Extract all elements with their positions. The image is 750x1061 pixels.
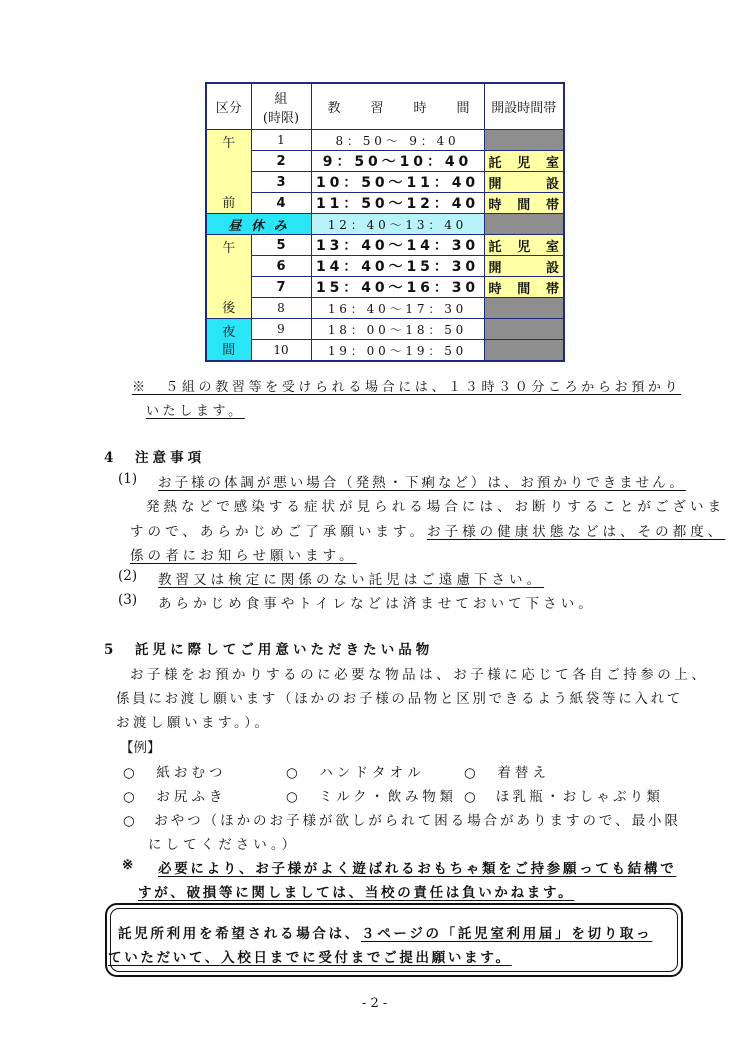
section4-item2-text: 教習又は検定に関係のない託児はご遠慮下さい。 — [158, 572, 545, 588]
notice-line1-plain: 託児所利用を希望される場合は、 — [118, 926, 361, 942]
section4-item1-line4: 係の者にお知らせ願います。 — [130, 548, 357, 564]
header-kumi-bottom: (時限) — [262, 110, 300, 126]
open-char: 時 — [488, 197, 502, 213]
open-char: 託 — [488, 155, 502, 171]
time-cell: 8：50～ 9：40 — [311, 130, 484, 151]
open-cell-empty — [484, 298, 564, 319]
open-char: 間 — [517, 197, 531, 213]
list-item: ○ ミルク・飲み物類 — [286, 789, 457, 805]
open-char: 帯 — [545, 281, 559, 297]
list-item: ○ ハンドタオル — [286, 765, 425, 781]
kubun-gozen — [206, 130, 251, 214]
kumi-cell: 8 — [251, 298, 311, 319]
open-label-line3 — [484, 193, 564, 214]
kumi-cell: 10 — [251, 340, 311, 362]
open-char: 設 — [545, 176, 559, 192]
section5-kome-line2: すが、破損等に関しましては、当校の責任は負いかねます。 — [138, 885, 575, 901]
table-row — [206, 277, 564, 298]
kumi-cell: 7 — [251, 277, 311, 298]
open-char: 児 — [517, 155, 531, 171]
open-label-line1 — [484, 235, 564, 256]
open-char: 設 — [545, 260, 559, 276]
header-jikan — [311, 83, 484, 130]
notice-line1 — [118, 922, 652, 942]
header-jikan-char: 教 — [327, 101, 341, 116]
kubun-yakan-top: 夜 — [222, 325, 236, 340]
open-label-line1 — [484, 151, 564, 172]
open-label-line2 — [484, 172, 564, 193]
header-kumi — [251, 83, 311, 130]
time-cell: 18：00～18：50 — [311, 319, 484, 340]
section4-item3-num: (3) — [118, 592, 138, 608]
section5-kome-mark: ※ — [122, 857, 134, 873]
kubun-hiru: 昼 休 み — [206, 214, 311, 235]
open-label-line3 — [484, 277, 564, 298]
header-jikan-char: 習 — [370, 101, 384, 116]
section5-snack-line1: ○ おやつ（ほかのお子様が欲しがられて困る場合がありますので、最小限 — [123, 813, 681, 829]
time-cell: 9：50～10：40 — [311, 151, 484, 172]
table-row — [206, 193, 564, 214]
kumi-cell: 2 — [251, 151, 311, 172]
time-cell: 14：40～15：30 — [311, 256, 484, 277]
kumi-cell: 1 — [251, 130, 311, 151]
section4-item1-line1: お子様の体調が悪い場合（発熱・下痢など）は、お預かりできません。 — [158, 475, 686, 491]
table-row — [206, 256, 564, 277]
open-char: 開 — [488, 176, 502, 192]
notice-line2: ていただいて、入校日までに受付までご提出願います。 — [108, 950, 512, 966]
kubun-gozen-top: 午 — [222, 136, 236, 151]
list-item: ○ お尻ふき — [123, 789, 227, 805]
open-cell-empty — [484, 340, 564, 362]
section4-item1-line3 — [130, 520, 725, 540]
section4-item1-line2: 発熱などで感染する症状が見られる場合には、お断りすることがございま — [146, 499, 726, 515]
section5-example-label: 【例】 — [120, 740, 161, 756]
open-char: 時 — [488, 281, 502, 297]
open-char: 児 — [517, 239, 531, 255]
open-char: 室 — [545, 239, 559, 255]
time-cell: 13：40～14：30 — [311, 235, 484, 256]
note-kome-line1: ※ ５組の教習等を受けられる場合には、１３時３０分ころからお預かり — [132, 380, 682, 395]
open-char: 室 — [545, 155, 559, 171]
section4-item3-text: あらかじめ食事やトイレなどは済ませておいて下さい。 — [158, 596, 596, 612]
kubun-gogo-bottom: 後 — [222, 301, 236, 316]
header-jikan-char: 時 — [413, 101, 427, 116]
kubun-gogo-top: 午 — [222, 241, 236, 256]
notice-line1-ul: ３ページの「託児室利用届」を切り取っ — [361, 926, 653, 942]
section5-para-line1: お子様をお預かりするのに必要な物品は、お子様に応じて各自ご持参の上、 — [130, 667, 709, 683]
open-char: 開 — [488, 260, 502, 276]
open-label-line2 — [484, 256, 564, 277]
header-kaisetsu: 開設時間帯 — [484, 83, 564, 130]
table-row — [206, 151, 564, 172]
section5-title: 5 託児に際してご用意いただきたい品物 — [104, 642, 434, 658]
section5-para-line3: お渡し願います。）。 — [116, 715, 272, 731]
page-number: - 2 - — [362, 996, 388, 1011]
section4-item1-line3-ul: お子様の健康状態などは、その都度、 — [427, 524, 726, 540]
table-row-lunch — [206, 214, 564, 235]
open-char: 託 — [488, 239, 502, 255]
kubun-yakan — [206, 319, 251, 362]
open-cell-empty — [484, 130, 564, 151]
time-cell: 10：50～11：40 — [311, 172, 484, 193]
table-row — [206, 298, 564, 319]
section5-para-line2: 係員にお渡し願います（ほかのお子様の品物と区別できるよう紙袋等に入れて — [116, 691, 683, 707]
section5-kome-line1: 必要により、お子様がよく遊ばれるおもちゃ類をご持参願っても結構で — [158, 861, 677, 877]
table-row — [206, 235, 564, 256]
kumi-cell: 6 — [251, 256, 311, 277]
open-char: 間 — [517, 281, 531, 297]
kubun-gogo — [206, 235, 251, 319]
table-row — [206, 172, 564, 193]
time-cell: 16：40～17：30 — [311, 298, 484, 319]
open-cell-empty — [484, 214, 564, 235]
header-kubun: 区分 — [206, 83, 251, 130]
table-row — [206, 319, 564, 340]
list-item: ○ 紙おむつ — [123, 765, 227, 781]
section4-item1-num: (1) — [118, 471, 138, 487]
kumi-cell: 5 — [251, 235, 311, 256]
kubun-gozen-bottom: 前 — [222, 196, 236, 211]
time-cell: 12：40～13：40 — [311, 214, 484, 235]
section5-snack-line2: にしてください。） — [148, 837, 300, 853]
schedule-table — [205, 82, 565, 362]
open-char: 帯 — [545, 197, 559, 213]
note-kome-line2: いたします。 — [146, 404, 245, 419]
kumi-cell: 3 — [251, 172, 311, 193]
time-cell: 11：50～12：40 — [311, 193, 484, 214]
time-cell: 19：00～19：50 — [311, 340, 484, 362]
table-row — [206, 340, 564, 362]
kumi-cell: 4 — [251, 193, 311, 214]
kumi-cell: 9 — [251, 319, 311, 340]
table-row — [206, 130, 564, 151]
time-cell: 15：40～16：30 — [311, 277, 484, 298]
header-kumi-top: 組 — [274, 91, 288, 107]
table-header-row — [206, 83, 564, 130]
header-jikan-char: 間 — [456, 101, 470, 116]
section4-title: 4 注意事項 — [104, 450, 206, 466]
kubun-yakan-bottom: 間 — [222, 343, 236, 358]
section4-item2-num: (2) — [118, 568, 138, 584]
open-cell-empty — [484, 319, 564, 340]
list-item: ○ ほ乳瓶・おしゃぶり類 — [464, 789, 664, 805]
list-item: ○ 着替え — [464, 765, 551, 781]
section4-item1-line3-plain: すので、あらかじめご了承願います。 — [130, 524, 427, 540]
